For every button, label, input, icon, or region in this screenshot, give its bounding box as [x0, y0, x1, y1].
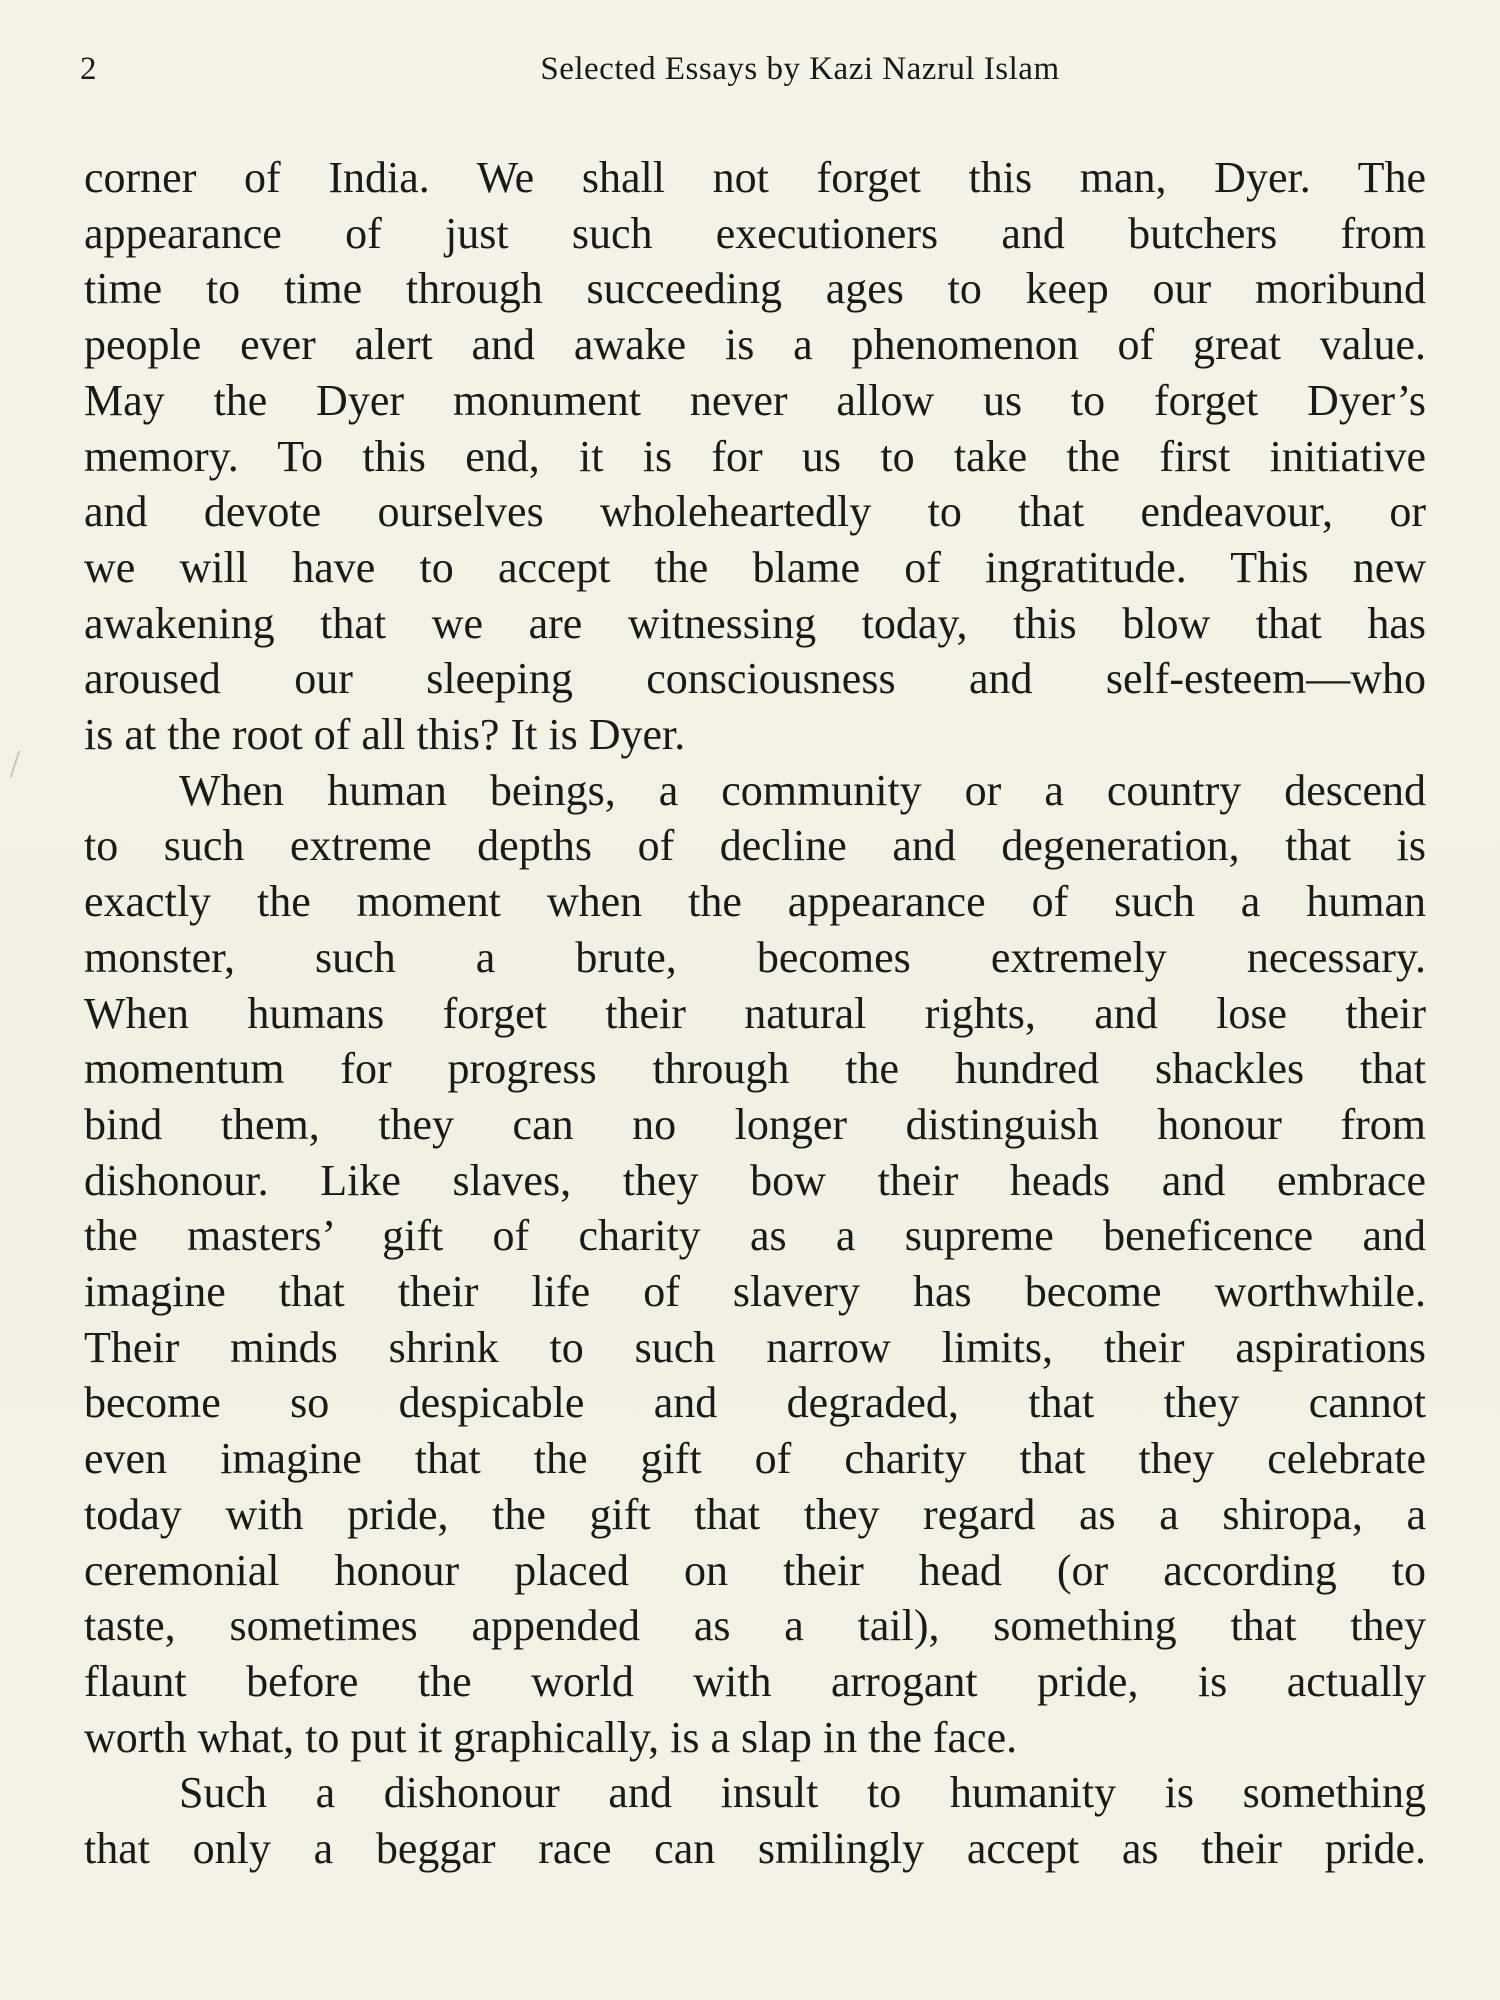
text-line: When humans forget their natural rights, and lose their — [84, 988, 1426, 1038]
text-line: aroused our sleeping consciousness and self-esteem—who — [84, 654, 1426, 704]
text-line: become so despicable and degraded, that they cannot — [84, 1378, 1426, 1428]
text-line: awakening that we are witnessing today, this blow that has — [84, 598, 1426, 648]
text-line: bind them, they can no longer distinguish honour from — [84, 1099, 1426, 1149]
text-line: people ever alert and awake is a phenomenon of great value. — [84, 320, 1426, 370]
paragraph-2 — [84, 763, 1426, 1766]
book-title: Selected Essays by Kazi Nazrul Islam — [540, 51, 1060, 87]
text-line: Their minds shrink to such narrow limits, their aspirations — [84, 1322, 1426, 1372]
text-line: the masters’ gift of charity as a supreme beneficence and — [84, 1211, 1426, 1261]
body-text — [84, 150, 1426, 1877]
text-line: is at the root of all this? It is Dyer. — [84, 710, 686, 760]
text-line: imagine that their life of slavery has become worthwhile. — [84, 1267, 1426, 1317]
text-line: that only a beggar race can smilingly accept as their pride. — [84, 1824, 1426, 1874]
text-line: we will have to accept the blame of ingratitude. This new — [84, 542, 1426, 592]
text-line: memory. To this end, it is for us to take the first initiative — [84, 431, 1426, 481]
text-line: and devote ourselves wholeheartedly to that endeavour, or — [84, 487, 1426, 537]
page-number: 2 — [80, 51, 97, 87]
paragraph-3 — [84, 1765, 1426, 1876]
text-line: momentum for progress through the hundred shackles that — [84, 1044, 1426, 1094]
text-line: flaunt before the world with arrogant pride, is actually — [84, 1656, 1426, 1706]
text-line: to such extreme depths of decline and degeneration, that is — [84, 821, 1426, 871]
text-line: corner of India. We shall not forget this man, Dyer. The — [84, 153, 1426, 202]
text-line: ceremonial honour placed on their head (or according to — [84, 1545, 1426, 1595]
running-head — [80, 44, 1420, 94]
text-line: Such a dishonour and insult to humanity is something — [179, 1768, 1426, 1818]
text-line: today with pride, the gift that they regard as a shiropa, a — [84, 1489, 1426, 1539]
text-line: even imagine that the gift of charity that they celebrate — [84, 1434, 1426, 1484]
text-line: monster, such a brute, becomes extremely necessary. — [84, 932, 1426, 982]
text-line: When human beings, a community or a country descend — [179, 765, 1426, 815]
text-line: May the Dyer monument never allow us to forget Dyer’s — [84, 375, 1426, 425]
paragraph-1 — [84, 150, 1426, 763]
text-line: time to time through succeeding ages to keep our moribund — [84, 264, 1426, 314]
text-line: appearance of just such executioners and butchers from — [84, 208, 1426, 258]
margin-mark — [10, 750, 21, 777]
text-line: worth what, to put it graphically, is a slap in the face. — [84, 1712, 1018, 1762]
text-line: taste, sometimes appended as a tail), something that they — [84, 1601, 1426, 1651]
text-line: dishonour. Like slaves, they bow their heads and embrace — [84, 1155, 1426, 1205]
text-line: exactly the moment when the appearance of such a human — [84, 877, 1426, 927]
